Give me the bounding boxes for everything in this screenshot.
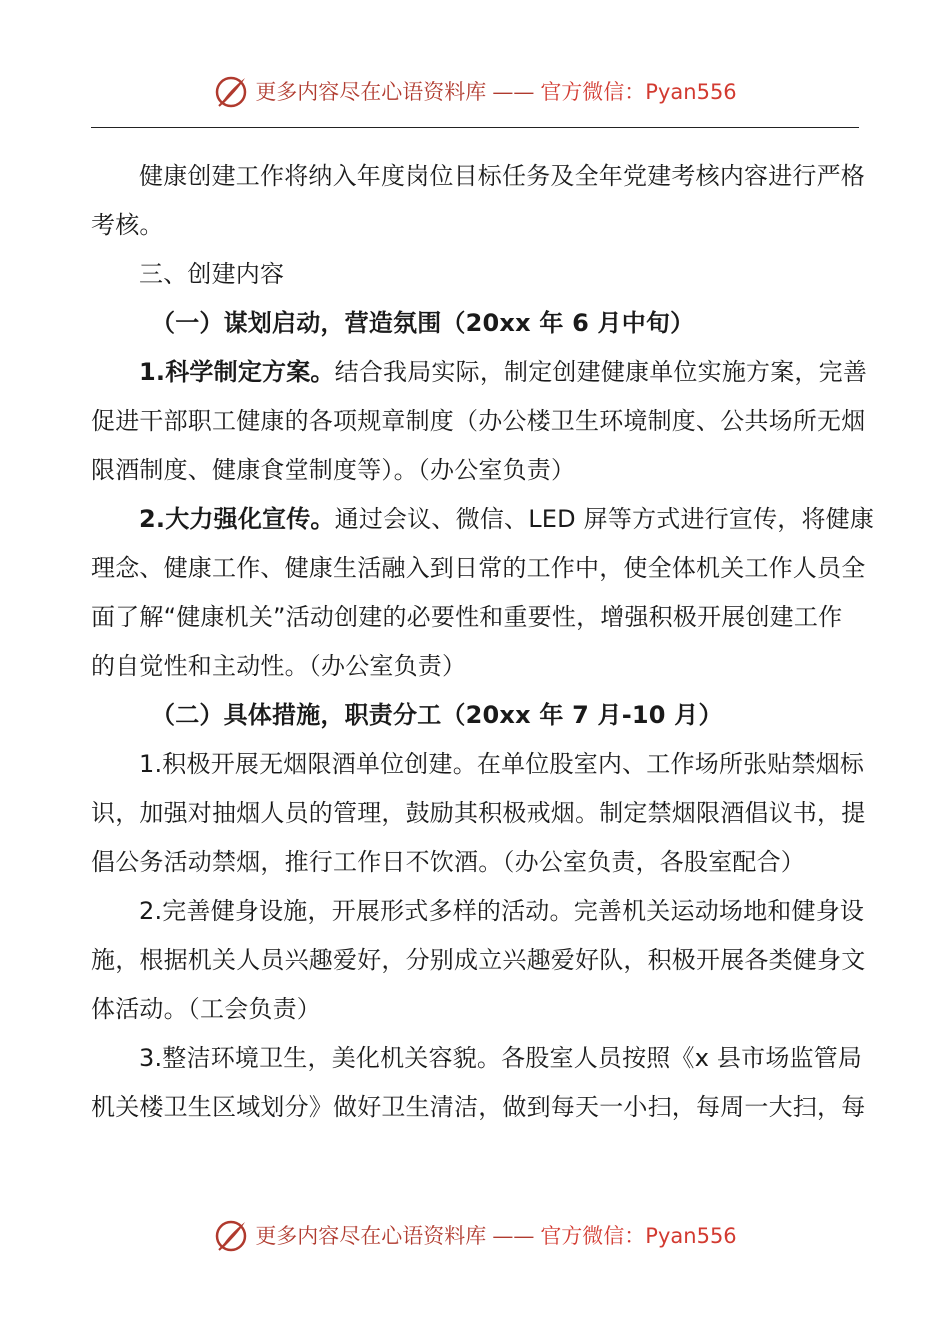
section-heading: 三、创建内容 <box>139 260 285 288</box>
feather-pen-logo-icon <box>213 74 249 110</box>
body-line: 3.整洁环境卫生，美化机关容貌。各股室人员按照《x 县市场监管局 <box>139 1044 863 1072</box>
body-line: 2.完善健身设施，开展形式多样的活动。完善机关运动场地和健身设 <box>139 897 865 925</box>
body-line: 机关楼卫生区域划分》做好卫生清洁，做到每天一小扫，每周一大扫，每 <box>91 1093 866 1121</box>
document-body <box>91 152 875 1132</box>
body-line: 理念、健康工作、健康生活融入到日常的工作中，使全体机关工作人员全 <box>91 554 866 582</box>
body-line: 考核。 <box>91 211 164 239</box>
feather-pen-logo-icon <box>213 1218 249 1254</box>
watermark <box>213 68 736 116</box>
body-line: 施，根据机关人员兴趣爱好，分别成立兴趣爱好队，积极开展各类健身文 <box>91 946 866 974</box>
item-title: 1.科学制定方案。 <box>139 358 335 386</box>
body-line <box>91 495 875 544</box>
watermark-contact: 官方微信：Pyan556 <box>540 1224 737 1248</box>
subsection-heading: （二）具体措施，职责分工（20xx 年 7 月-10 月） <box>151 701 723 729</box>
body-line: 促进干部职工健康的各项规章制度（办公楼卫生环境制度、公共场所无烟 <box>91 407 866 435</box>
watermark-brand: 更多内容尽在心语资料库 <box>255 1224 487 1248</box>
footer-watermark <box>0 1212 950 1262</box>
body-line <box>91 348 868 397</box>
watermark-contact: 官方微信：Pyan556 <box>540 80 737 104</box>
watermark-dash: —— <box>492 1224 535 1248</box>
body-line: 体活动。（工会负责） <box>91 995 321 1023</box>
body-line: 识，加强对抽烟人员的管理，鼓励其积极戒烟。制定禁烟限酒倡议书，提 <box>91 799 866 827</box>
subsection-heading: （一）谋划启动，营造氛围（20xx 年 6 月中旬） <box>151 309 695 337</box>
body-line: 倡公务活动禁烟，推行工作日不饮酒。（办公室负责，各股室配合） <box>91 848 805 876</box>
body-line: 限酒制度、健康食堂制度等）。（办公室负责） <box>91 456 576 484</box>
item-title: 2.大力强化宣传。 <box>139 505 335 533</box>
item-text: 结合我局实际，制定创建健康单位实施方案，完善 <box>334 358 868 386</box>
body-line: 健康创建工作将纳入年度岗位目标任务及全年党建考核内容进行严格 <box>139 162 865 190</box>
watermark-dash: —— <box>492 80 535 104</box>
body-line: 的自觉性和主动性。（办公室负责） <box>91 652 467 680</box>
header-watermark <box>0 68 950 118</box>
body-line: 1.积极开展无烟限酒单位创建。在单位股室内、工作场所张贴禁烟标 <box>139 750 865 778</box>
body-line: 面了解“健康机关”活动创建的必要性和重要性，增强积极开展创建工作 <box>91 603 843 631</box>
watermark-brand: 更多内容尽在心语资料库 <box>255 80 487 104</box>
header-divider <box>91 127 859 128</box>
item-text: 通过会议、微信、LED 屏等方式进行宣传，将健康 <box>334 505 875 533</box>
watermark <box>213 1212 736 1260</box>
